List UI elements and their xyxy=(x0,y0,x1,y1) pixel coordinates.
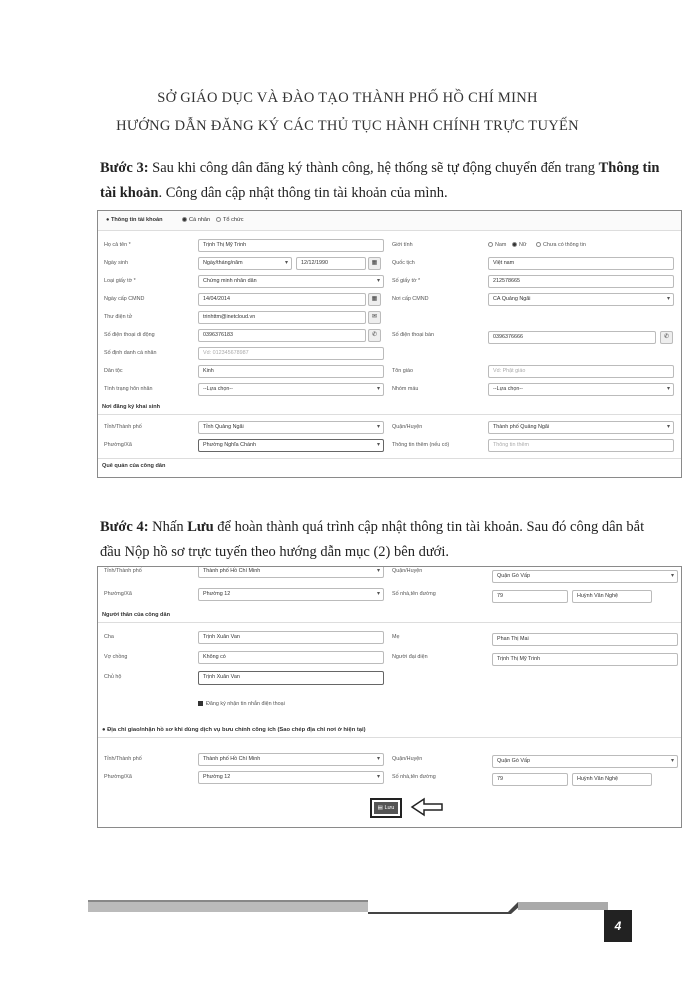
street-input[interactable]: Huỳnh Văn Nghệ xyxy=(572,590,652,603)
issuedate-label: Ngày cấp CMND xyxy=(104,296,145,302)
radio-organization[interactable]: Tổ chức xyxy=(216,217,244,223)
province-select[interactable]: Tỉnh Quảng Ngãi ▾ xyxy=(198,421,384,434)
house-label: Số nhà,tên đường xyxy=(392,591,436,597)
district-label: Quận/Huyện xyxy=(392,424,423,430)
account-info-screenshot xyxy=(97,210,682,478)
gender-male[interactable]: Nam xyxy=(488,242,506,248)
header-line-2: HƯỚNG DẪN ĐĂNG KÝ CÁC THỦ TỤC HÀNH CHÍNH TRỰC TUYẾN xyxy=(116,118,579,134)
ward-label: Phường/Xã xyxy=(104,774,132,780)
extra-input[interactable]: Thông tin thêm xyxy=(488,439,674,452)
step3-paragraph xyxy=(100,156,660,206)
nationality-input[interactable]: Việt nam xyxy=(488,257,674,270)
envelope-icon: ✉ xyxy=(368,311,381,324)
gender-female[interactable]: Nữ xyxy=(512,242,527,248)
gender-unknown[interactable]: Chưa có thông tin xyxy=(536,242,586,248)
nationality-label: Quốc tịch xyxy=(392,260,415,266)
issueplace-label: Nơi cấp CMND xyxy=(392,296,429,302)
save-button[interactable] xyxy=(370,798,402,818)
save-screenshot xyxy=(97,566,682,828)
rep-label: Người đại diện xyxy=(392,654,428,660)
spouse-label: Vợ chồng xyxy=(104,654,128,660)
dob-label: Ngày sinh xyxy=(104,260,128,266)
phone-icon: ✆ xyxy=(660,331,673,344)
religion-label: Tôn giáo xyxy=(392,368,413,374)
tab-account-info[interactable]: ● Thông tin tài khoản xyxy=(106,217,163,223)
rep-input[interactable]: Trịnh Thị Mỹ Trinh xyxy=(492,653,678,666)
marital-select[interactable]: --Lựa chọn-- ▾ xyxy=(198,383,384,396)
idnum-label: Số giấy tờ * xyxy=(392,278,421,284)
ward-label: Phường/Xã xyxy=(104,442,132,448)
blood-label: Nhóm máu xyxy=(392,386,419,392)
save-label: ▤ Lưu xyxy=(374,802,398,814)
mother-input[interactable]: Phan Thị Mai xyxy=(492,633,678,646)
ward-select[interactable]: Phường 12 ▾ xyxy=(198,588,384,601)
divider xyxy=(98,414,681,415)
fullname-label: Họ cả tên * xyxy=(104,242,131,248)
district-label: Quận/Huyện xyxy=(392,756,423,762)
father-label: Cha xyxy=(104,634,114,640)
ward-label: Phường/Xã xyxy=(104,591,132,597)
mobile-label: Số điện thoại di động xyxy=(104,332,155,338)
idtype-label: Loại giấy tờ * xyxy=(104,278,136,284)
mobile-input[interactable]: 0396376183 xyxy=(198,329,366,342)
header-line-1: SỞ GIÁO DỤC VÀ ĐÀO TẠO THÀNH PHỐ HỒ CHÍ MINH xyxy=(157,90,538,106)
step3-suffix: . Công dân cập nhật thông tin tài khoản của mình. xyxy=(158,185,448,201)
extra-label: Thông tin thêm (nếu có) xyxy=(392,442,450,448)
province-label: Tỉnh/Thành phố xyxy=(104,756,142,762)
email-label: Thư điện tử xyxy=(104,314,133,320)
relatives-section-title: Người thân của công dân xyxy=(102,612,171,618)
spouse-input[interactable]: Không có xyxy=(198,651,384,664)
dob-format-select[interactable]: Ngày/tháng/năm ▾ xyxy=(198,257,292,270)
account-tab-bar xyxy=(98,211,681,231)
house-number-input[interactable]: 79 xyxy=(492,590,568,603)
birthplace-section-title: Nơi đăng ký khai sinh xyxy=(102,404,161,410)
personalid-label: Số định danh cá nhân xyxy=(104,350,157,356)
district-select[interactable]: Quận Gò Vấp ▾ xyxy=(492,755,678,768)
blood-select[interactable]: --Lựa chọn-- ▾ xyxy=(488,383,674,396)
house-number-input[interactable]: 79 xyxy=(492,773,568,786)
district-select[interactable]: Thành phố Quảng Ngãi ▾ xyxy=(488,421,674,434)
sms-checkbox[interactable]: Đăng ký nhận tin nhắn điện thoại xyxy=(198,701,285,707)
address-section-title: ● Địa chỉ giao/nhận hồ sơ khi dùng dịch vụ bưu chính công ích (Sao chép địa chỉ nơi ở hiện tại) xyxy=(102,727,366,733)
province-label: Tỉnh/Thành phố xyxy=(104,568,142,574)
step3-text: Sau khi công dân đăng ký thành công, hệ thống sẽ tự động chuyển đến trang xyxy=(148,160,599,176)
gender-label: Giới tính xyxy=(392,242,413,248)
page-number: 4 xyxy=(604,910,632,942)
province-select[interactable]: Thành phố Hồ Chí Minh ▾ xyxy=(198,566,384,578)
idtype-select[interactable]: Chứng minh nhân dân ▾ xyxy=(198,275,384,288)
head-label: Chủ hộ xyxy=(104,674,122,680)
footer-decoration xyxy=(88,900,608,914)
step4-text2: để hoàn thành quá trình cập nhật thông tin tài khoản. Sau đó công dân bắt đầu Nộp hồ sơ trực tuyến theo hướng dẫn mục (2) bên dưới. xyxy=(100,519,645,560)
phone-input[interactable]: 0396376666 xyxy=(488,331,656,344)
left-arrow-icon xyxy=(410,797,444,817)
fullname-input[interactable]: Trịnh Thị Mỹ Trinh xyxy=(198,239,384,252)
issueplace-select[interactable]: CA Quảng Ngãi ▾ xyxy=(488,293,674,306)
calendar-icon[interactable]: ▦ xyxy=(368,293,381,306)
house-label: Số nhà,tên đường xyxy=(392,774,436,780)
divider xyxy=(98,458,681,459)
email-input[interactable]: trinhttm@inetcloud.vn xyxy=(198,311,366,324)
hometown-section-title: Quê quán của công dân xyxy=(102,463,166,469)
step4-prefix: Bước 4: xyxy=(100,519,149,535)
phone-label: Số điện thoại bàn xyxy=(392,332,434,338)
mother-label: Mẹ xyxy=(392,634,400,640)
head-input[interactable]: Trịnh Xuân Van xyxy=(198,671,384,685)
phone-icon: ✆ xyxy=(368,329,381,342)
calendar-icon[interactable]: ▦ xyxy=(368,257,381,270)
district-label: Quận/Huyện xyxy=(392,568,423,574)
religion-input[interactable]: Vd: Phật giáo xyxy=(488,365,674,378)
step4-paragraph xyxy=(100,515,660,565)
province-select[interactable]: Thành phố Hồ Chí Minh ▾ xyxy=(198,753,384,766)
divider xyxy=(98,737,681,738)
dob-input[interactable]: 12/12/1990 xyxy=(296,257,366,270)
step4-bold: Lưu xyxy=(187,519,214,535)
father-input[interactable]: Trịnh Xuân Van xyxy=(198,631,384,644)
street-input[interactable]: Huỳnh Văn Nghệ xyxy=(572,773,652,786)
idnum-input[interactable]: 212578665 xyxy=(488,275,674,288)
marital-label: Tình trạng hôn nhân xyxy=(104,386,153,392)
ethnic-input[interactable]: Kinh xyxy=(198,365,384,378)
step3-prefix: Bước 3: xyxy=(100,160,149,176)
radio-personal[interactable]: Cá nhân xyxy=(182,217,210,223)
district-select[interactable]: Quận Gò Vấp ▾ xyxy=(492,570,678,583)
issuedate-input[interactable]: 14/04/2014 xyxy=(198,293,366,306)
ethnic-label: Dân tộc xyxy=(104,368,123,374)
personalid-input[interactable]: Vd: 012345678987 xyxy=(198,347,384,360)
step4-text1: Nhấn xyxy=(148,519,188,535)
ward-select[interactable]: Phường Nghĩa Chánh ▾ xyxy=(198,439,384,452)
divider xyxy=(98,622,681,623)
ward-select[interactable]: Phường 12 ▾ xyxy=(198,771,384,784)
step3-bold: Thông tin tài khoản xyxy=(100,160,660,201)
province-label: Tỉnh/Thành phố xyxy=(104,424,142,430)
